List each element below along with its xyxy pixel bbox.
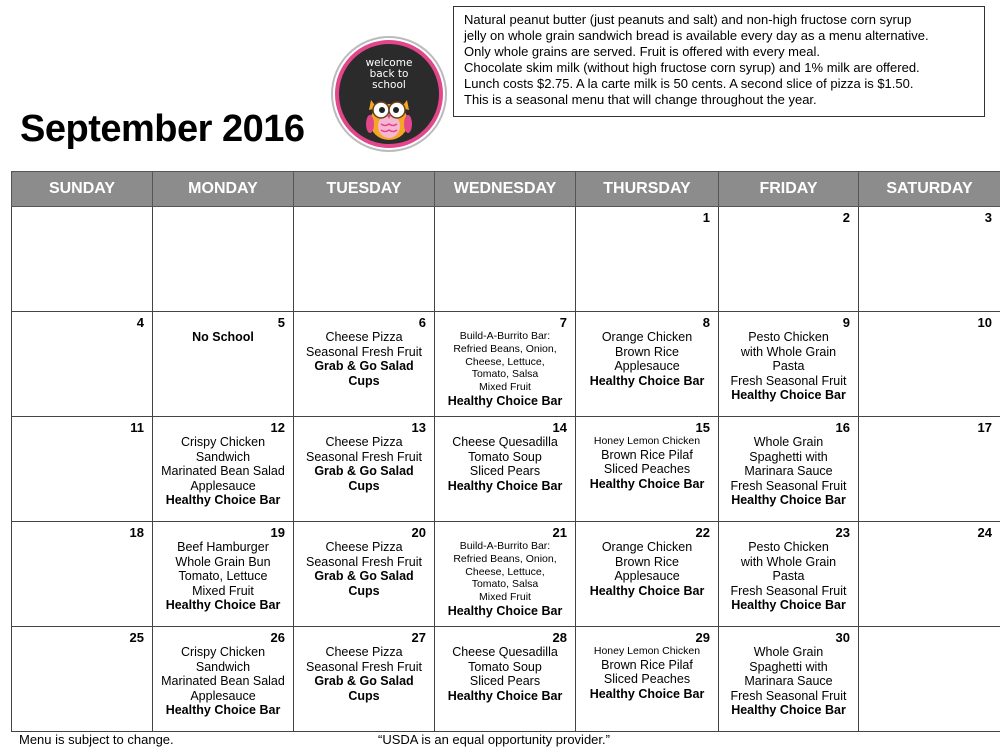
day-number: 17: [977, 420, 992, 435]
menu-info-box: [453, 6, 985, 117]
day-cell: [859, 312, 1000, 417]
day-number: 22: [695, 525, 710, 540]
menu-item: Grab & Go Salad: [314, 674, 414, 688]
badge-text: welcome back to school: [365, 57, 413, 91]
week-row: [12, 207, 1000, 312]
menu-item: Grab & Go Salad: [314, 464, 414, 478]
day-number: 9: [842, 315, 850, 330]
day-cell: [12, 522, 153, 627]
page-title: September 2016: [20, 108, 305, 150]
day-cell: [576, 522, 719, 627]
day-cell: [12, 417, 153, 522]
day-number: 15: [695, 420, 710, 435]
weekday-header: THURSDAY: [576, 172, 719, 207]
day-number: 1: [702, 210, 710, 225]
info-line: Lunch costs $2.75. A la carte milk is 50 cents. A second slice of pizza is $1.50.: [464, 76, 914, 91]
menu-item: Cups: [348, 478, 380, 493]
day-cell: [153, 522, 294, 627]
menu-item: Tomato Soup: [468, 449, 542, 464]
menu-items: [437, 330, 573, 408]
menu-item: Whole Grain: [753, 435, 824, 449]
menu-item: Refried Beans, Onion,: [453, 552, 557, 565]
menu-item: Healthy Choice Bar: [165, 703, 281, 717]
day-cell: [719, 207, 859, 312]
info-line: jelly on whole grain sandwich bread is available every day as a menu alternative.: [464, 28, 929, 43]
menu-item: Cheese Pizza: [325, 540, 403, 554]
menu-item: Pasta: [772, 359, 805, 373]
day-cell: [294, 312, 435, 417]
menu-item: Build-A-Burrito Bar:: [459, 540, 551, 552]
menu-item: Brown Rice: [615, 344, 679, 359]
day-cell: [12, 207, 153, 312]
menu-item: Cheese, Lettuce,: [465, 565, 545, 578]
day-number: 20: [411, 525, 426, 540]
day-cell: [294, 207, 435, 312]
day-cell: [719, 417, 859, 522]
menu-item: Marinated Bean Salad: [161, 464, 285, 478]
menu-item: Fresh Seasonal Fruit: [730, 583, 847, 598]
menu-item: Healthy Choice Bar: [731, 388, 846, 402]
day-number: 3: [984, 210, 992, 225]
menu-item: Sliced Peaches: [603, 462, 691, 477]
day-cell: [12, 627, 153, 732]
menu-item: Spaghetti with: [749, 449, 828, 464]
menu-item: Tomato Soup: [468, 659, 542, 674]
menu-item: Healthy Choice Bar: [731, 703, 846, 717]
menu-items: [721, 540, 856, 613]
day-cell: [859, 522, 1000, 627]
week-row: [12, 522, 1000, 627]
day-cell: [153, 417, 294, 522]
day-number: [861, 627, 998, 645]
menu-item: Applesauce: [190, 478, 256, 493]
day-number: 13: [411, 420, 426, 435]
menu-item: Sandwich: [195, 449, 251, 464]
day-cell: [435, 207, 576, 312]
menu-item: Healthy Choice Bar: [589, 583, 705, 598]
menu-item: Healthy Choice Bar: [165, 493, 281, 507]
menu-item: Crispy Chicken: [180, 435, 266, 449]
day-number: 21: [552, 525, 567, 540]
menu-items: [296, 540, 432, 598]
menu-item: Honey Lemon Chicken: [593, 645, 701, 657]
menu-item: Cups: [348, 688, 380, 703]
menu-item: Cheese Quesadilla: [452, 645, 558, 659]
week-row: [12, 417, 1000, 522]
day-number: 24: [977, 525, 992, 540]
menu-item: Grab & Go Salad: [314, 569, 414, 583]
weekday-header: TUESDAY: [294, 172, 435, 207]
info-line: Chocolate skim milk (without high fructose corn syrup) and 1% milk are offered.: [464, 60, 920, 75]
menu-item: Brown Rice Pilaf: [601, 447, 693, 462]
menu-item: Marinated Bean Salad: [161, 674, 285, 688]
day-cell: [435, 312, 576, 417]
menu-items: [155, 645, 291, 718]
menu-items: [721, 645, 856, 718]
menu-items: [296, 645, 432, 703]
day-cell: [294, 627, 435, 732]
day-number: 30: [835, 630, 850, 645]
menu-item: Pasta: [772, 569, 805, 583]
menu-item: Cups: [348, 583, 380, 598]
info-line: Natural peanut butter (just peanuts and salt) and non-high fructose corn syrup: [464, 12, 912, 27]
menu-item: Cheese Pizza: [325, 435, 403, 449]
menu-item: Fresh Seasonal Fruit: [730, 478, 847, 493]
day-number: 25: [129, 630, 144, 645]
day-cell: [576, 627, 719, 732]
weekday-header: FRIDAY: [719, 172, 859, 207]
day-number: [437, 207, 573, 225]
menu-item: Build-A-Burrito Bar:: [459, 330, 551, 342]
menu-item: Mixed Fruit: [479, 381, 531, 394]
day-number: 19: [270, 525, 285, 540]
menu-item: Healthy Choice Bar: [165, 598, 281, 612]
menu-item: Tomato, Lettuce: [178, 569, 268, 583]
menu-items: [578, 330, 716, 388]
menu-items: [155, 330, 291, 345]
menu-items: [578, 540, 716, 598]
menu-items: [437, 645, 573, 703]
menu-item: Orange Chicken: [601, 330, 693, 344]
day-number: 14: [552, 420, 567, 435]
day-number: 6: [418, 315, 426, 330]
menu-item: Healthy Choice Bar: [731, 493, 846, 507]
menu-item: Pesto Chicken: [748, 330, 829, 344]
day-number: 18: [129, 525, 144, 540]
menu-item: Whole Grain: [753, 645, 824, 659]
menu-item: Fresh Seasonal Fruit: [730, 373, 847, 388]
day-number: 23: [835, 525, 850, 540]
menu-item: Cups: [348, 373, 380, 388]
day-cell: [576, 312, 719, 417]
owl-icon: [363, 92, 415, 142]
menu-item: Crispy Chicken: [180, 645, 266, 659]
menu-item: Healthy Choice Bar: [589, 686, 705, 701]
menu-item: Beef Hamburger: [177, 540, 269, 554]
menu-item: Healthy Choice Bar: [589, 476, 705, 491]
menu-item: Healthy Choice Bar: [589, 373, 705, 388]
menu-items: [578, 435, 716, 491]
weekday-header: MONDAY: [153, 172, 294, 207]
menu-item: Refried Beans, Onion,: [453, 342, 557, 355]
menu-item: with Whole Grain: [740, 344, 837, 359]
day-cell: [12, 312, 153, 417]
menu-item: Brown Rice: [615, 554, 679, 569]
menu-items: [721, 330, 856, 403]
menu-item: Pesto Chicken: [748, 540, 829, 554]
day-number: [155, 207, 291, 225]
menu-items: [296, 330, 432, 388]
day-cell: [435, 522, 576, 627]
day-number: 5: [277, 315, 285, 330]
day-number: 12: [270, 420, 285, 435]
menu-items: [155, 435, 291, 508]
menu-item: Sliced Pears: [469, 674, 541, 688]
menu-item: No School: [192, 330, 254, 344]
menu-item: Seasonal Fresh Fruit: [305, 344, 423, 359]
day-number: 27: [411, 630, 426, 645]
menu-item: Cheese Quesadilla: [452, 435, 558, 449]
menu-item: Honey Lemon Chicken: [593, 435, 701, 447]
footer-disclaimer: Menu is subject to change.: [19, 732, 174, 747]
day-number: [296, 207, 432, 225]
menu-item: Mixed Fruit: [192, 583, 254, 598]
menu-item: with Whole Grain: [740, 554, 837, 569]
day-cell: [859, 627, 1000, 732]
day-number: 8: [702, 315, 710, 330]
day-cell: [859, 207, 1000, 312]
menu-item: Sliced Pears: [469, 464, 541, 478]
day-number: 10: [977, 315, 992, 330]
info-line: Only whole grains are served. Fruit is offered with every meal.: [464, 44, 820, 59]
day-number: 7: [559, 315, 567, 330]
day-cell: [719, 312, 859, 417]
day-cell: [294, 522, 435, 627]
menu-item: Applesauce: [614, 569, 680, 583]
footer-usda: “USDA is an equal opportunity provider.”: [378, 732, 610, 747]
menu-item: Brown Rice Pilaf: [601, 657, 693, 672]
day-number: 29: [695, 630, 710, 645]
menu-item: Spaghetti with: [749, 659, 828, 674]
day-cell: [294, 417, 435, 522]
menu-item: Seasonal Fresh Fruit: [305, 449, 423, 464]
weekday-header-row: [12, 172, 1000, 207]
day-cell: [435, 417, 576, 522]
day-cell: [859, 417, 1000, 522]
menu-item: Healthy Choice Bar: [447, 478, 563, 493]
menu-item: Healthy Choice Bar: [447, 603, 563, 618]
day-number: 28: [552, 630, 567, 645]
menu-item: Tomato, Salsa: [471, 368, 539, 381]
menu-item: Whole Grain Bun: [175, 554, 271, 569]
menu-item: Healthy Choice Bar: [447, 688, 563, 703]
menu-item: Seasonal Fresh Fruit: [305, 659, 423, 674]
menu-item: Marinara Sauce: [744, 674, 833, 688]
day-cell: [576, 207, 719, 312]
day-cell: [435, 627, 576, 732]
menu-items: [721, 435, 856, 508]
menu-item: Sandwich: [195, 659, 251, 674]
menu-items: [437, 540, 573, 618]
menu-item: Seasonal Fresh Fruit: [305, 554, 423, 569]
welcome-back-badge: [335, 40, 443, 148]
week-row: [12, 627, 1000, 732]
calendar-body: [12, 207, 1000, 732]
menu-item: Healthy Choice Bar: [447, 393, 563, 408]
day-number: 11: [130, 420, 144, 435]
menu-item: Grab & Go Salad: [314, 359, 414, 373]
menu-item: Cheese Pizza: [325, 330, 403, 344]
day-number: 4: [136, 315, 144, 330]
menu-item: Applesauce: [614, 359, 680, 373]
menu-items: [578, 645, 716, 701]
weekday-header: SATURDAY: [859, 172, 1000, 207]
day-cell: [153, 312, 294, 417]
weekday-header: SUNDAY: [12, 172, 153, 207]
day-number: 16: [835, 420, 850, 435]
day-cell: [153, 627, 294, 732]
menu-item: Cheese Pizza: [325, 645, 403, 659]
day-number: [14, 207, 150, 225]
info-line: This is a seasonal menu that will change throughout the year.: [464, 92, 817, 107]
menu-item: Mixed Fruit: [479, 591, 531, 604]
menu-item: Tomato, Salsa: [471, 578, 539, 591]
menu-item: Applesauce: [190, 688, 256, 703]
menu-items: [296, 435, 432, 493]
day-number: 26: [270, 630, 285, 645]
menu-item: Healthy Choice Bar: [731, 598, 846, 612]
week-row: [12, 312, 1000, 417]
menu-item: Orange Chicken: [601, 540, 693, 554]
menu-items: [155, 540, 291, 613]
day-cell: [576, 417, 719, 522]
day-cell: [719, 522, 859, 627]
calendar-grid: [11, 171, 1000, 732]
day-number: 2: [842, 210, 850, 225]
menu-item: Fresh Seasonal Fruit: [730, 688, 847, 703]
day-cell: [719, 627, 859, 732]
menu-items: [437, 435, 573, 493]
menu-item: Cheese, Lettuce,: [465, 355, 545, 368]
menu-item: Marinara Sauce: [744, 464, 833, 478]
day-cell: [153, 207, 294, 312]
menu-item: Sliced Peaches: [603, 672, 691, 687]
weekday-header: WEDNESDAY: [435, 172, 576, 207]
